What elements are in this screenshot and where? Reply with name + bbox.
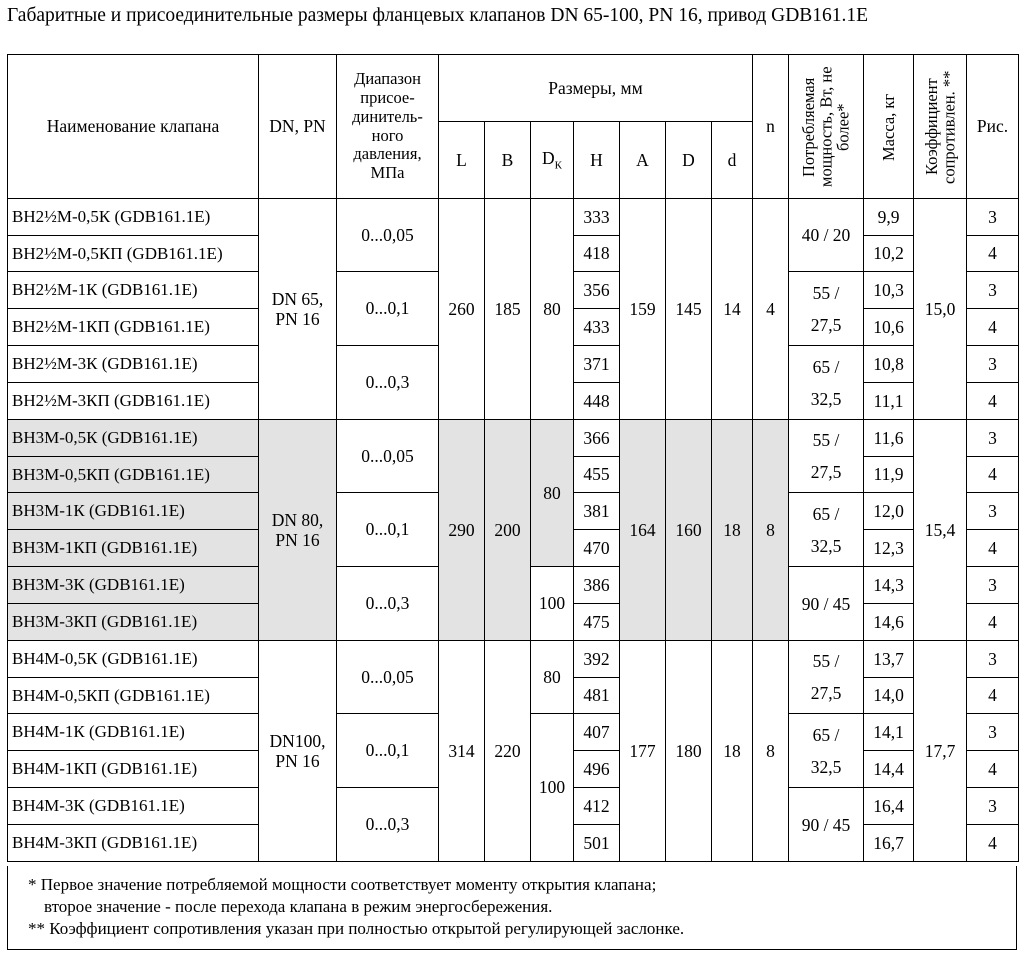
mass-value: 11,1 <box>864 383 914 420</box>
valve-name: ВН3М-3К (GDB161.1E) <box>8 567 259 604</box>
figure-number: 3 <box>967 788 1019 825</box>
size-d: 18 <box>712 641 753 862</box>
page-title: Габаритные и присоединительные размеры фланцевых клапанов DN 65-100, PN 16, привод GDB161.1E <box>7 5 869 26</box>
header-fig: Рис. <box>967 55 1019 199</box>
figure-number: 4 <box>967 678 1019 714</box>
header-range: Диапазон присое-динитель-ного давления, МПа <box>337 55 439 199</box>
table-body <box>8 199 1019 862</box>
header-power-text: Потребляемая мощность, Вт, не более* <box>799 66 853 187</box>
dn-pn: DN100, PN 16 <box>259 641 337 862</box>
size-Dk: 80 <box>531 641 574 714</box>
header-B: B <box>485 122 531 199</box>
pressure-range: 0...0,05 <box>337 420 439 493</box>
valve-name: ВН3М-1КП (GDB161.1E) <box>8 530 259 567</box>
header-D: D <box>666 122 712 199</box>
power-value: 65 / 32,5 <box>810 503 842 556</box>
power-value: 65 / 32,5 <box>810 356 842 409</box>
bolt-count-n: 4 <box>753 199 789 420</box>
size-L: 260 <box>439 199 485 420</box>
valve-name: ВН4М-0,5К (GDB161.1E) <box>8 641 259 678</box>
size-H: 475 <box>574 604 620 641</box>
header-dnpn: DN, PN <box>259 55 337 199</box>
header-A: A <box>620 122 666 199</box>
size-H: 381 <box>574 493 620 530</box>
size-H: 366 <box>574 420 620 457</box>
size-H: 333 <box>574 199 620 236</box>
table-row <box>8 420 1019 457</box>
size-Dk: 100 <box>531 567 574 641</box>
pressure-range: 0...0,05 <box>337 641 439 714</box>
pressure-range: 0...0,3 <box>337 788 439 862</box>
size-H: 386 <box>574 567 620 604</box>
power-value: 90 / 45 <box>801 593 851 614</box>
header-Dk-sub: К <box>554 159 562 172</box>
table-row <box>8 199 1019 236</box>
size-D: 180 <box>666 641 712 862</box>
size-L: 290 <box>439 420 485 641</box>
size-D: 160 <box>666 420 712 641</box>
size-d: 14 <box>712 199 753 420</box>
figure-number: 4 <box>967 236 1019 272</box>
valve-name: ВН2½М-1К (GDB161.1E) <box>8 272 259 309</box>
footnotes <box>7 866 1017 950</box>
figure-number: 3 <box>967 346 1019 383</box>
header-d: d <box>712 122 753 199</box>
power-value: 55 / 27,5 <box>810 651 842 703</box>
mass-value: 14,3 <box>864 567 914 604</box>
size-H: 496 <box>574 751 620 788</box>
valve-name: ВН2½М-1КП (GDB161.1E) <box>8 309 259 346</box>
size-H: 455 <box>574 457 620 493</box>
size-H: 356 <box>574 272 620 309</box>
figure-number: 4 <box>967 530 1019 567</box>
dn-pn: DN 80, PN 16 <box>259 420 337 641</box>
power-cell <box>789 346 864 420</box>
figure-number: 4 <box>967 309 1019 346</box>
pressure-range: 0...0,1 <box>337 272 439 346</box>
figure-number: 4 <box>967 383 1019 420</box>
dn-pn: DN 65, PN 16 <box>259 199 337 420</box>
resistance-coef: 17,7 <box>914 641 967 862</box>
mass-value: 10,3 <box>864 272 914 309</box>
size-Dk: 80 <box>531 199 574 420</box>
figure-number: 4 <box>967 825 1019 862</box>
bolt-count-n: 8 <box>753 420 789 641</box>
bolt-count-n: 8 <box>753 641 789 862</box>
header-coef <box>914 55 967 199</box>
figure-number: 3 <box>967 641 1019 678</box>
size-d: 18 <box>712 420 753 641</box>
mass-value: 11,9 <box>864 457 914 493</box>
valve-name: ВН2½М-0,5КП (GDB161.1E) <box>8 236 259 272</box>
size-H: 418 <box>574 236 620 272</box>
power-cell <box>789 788 864 862</box>
footnote-2: ** Коэффициент сопротивления указан при полностью открытой регулирующей заслонке. <box>28 919 685 938</box>
size-B: 220 <box>485 641 531 862</box>
power-value: 65 / 32,5 <box>810 724 842 777</box>
figure-number: 3 <box>967 493 1019 530</box>
size-B: 185 <box>485 199 531 420</box>
header-Dk-main: D <box>542 147 555 168</box>
figure-number: 4 <box>967 604 1019 641</box>
resistance-coef: 15,4 <box>914 420 967 641</box>
header-mass-text: Масса, кг <box>878 92 898 161</box>
mass-value: 14,4 <box>864 751 914 788</box>
mass-value: 12,0 <box>864 493 914 530</box>
valve-name: ВН4М-1К (GDB161.1E) <box>8 714 259 751</box>
power-value: 55 / 27,5 <box>810 282 842 335</box>
mass-value: 9,9 <box>864 199 914 236</box>
header-H: H <box>574 122 620 199</box>
power-value: 90 / 45 <box>801 814 851 835</box>
mass-value: 12,3 <box>864 530 914 567</box>
valve-name: ВН2½М-0,5К (GDB161.1E) <box>8 199 259 236</box>
mass-value: 10,8 <box>864 346 914 383</box>
valve-name: ВН4М-3К (GDB161.1E) <box>8 788 259 825</box>
size-A: 159 <box>620 199 666 420</box>
size-Dk: 100 <box>531 714 574 862</box>
valve-name: ВН3М-0,5КП (GDB161.1E) <box>8 457 259 493</box>
size-Dk: 80 <box>531 420 574 567</box>
valve-name: ВН4М-1КП (GDB161.1E) <box>8 751 259 788</box>
header-Dk <box>531 122 574 199</box>
size-H: 433 <box>574 309 620 346</box>
size-H: 412 <box>574 788 620 825</box>
size-H: 407 <box>574 714 620 751</box>
size-H: 371 <box>574 346 620 383</box>
header-power <box>789 55 864 199</box>
pressure-range: 0...0,1 <box>337 714 439 788</box>
mass-value: 11,6 <box>864 420 914 457</box>
power-cell <box>789 641 864 714</box>
pressure-range: 0...0,1 <box>337 493 439 567</box>
header-coef-text: Коэффициент сопротивлен. ** <box>921 69 958 184</box>
valve-name: ВН4М-3КП (GDB161.1E) <box>8 825 259 862</box>
power-cell <box>789 420 864 493</box>
mass-value: 10,6 <box>864 309 914 346</box>
header-n: n <box>753 55 789 199</box>
pressure-range: 0...0,3 <box>337 346 439 420</box>
dimensions-table <box>7 54 1019 862</box>
mass-value: 14,1 <box>864 714 914 751</box>
mass-value: 16,4 <box>864 788 914 825</box>
footnote-1: * Первое значение потребляемой мощности соответствует моменту открытия клапана; <box>28 875 657 894</box>
figure-number: 4 <box>967 751 1019 788</box>
table-row <box>8 641 1019 678</box>
mass-value: 13,7 <box>864 641 914 678</box>
size-A: 164 <box>620 420 666 641</box>
valve-name: ВН4М-0,5КП (GDB161.1E) <box>8 678 259 714</box>
power-value: 40 / 20 <box>801 225 851 245</box>
header-name: Наименование клапана <box>8 55 259 199</box>
size-B: 200 <box>485 420 531 641</box>
power-cell <box>789 567 864 641</box>
figure-number: 3 <box>967 567 1019 604</box>
pressure-range: 0...0,3 <box>337 567 439 641</box>
power-cell <box>789 714 864 788</box>
figure-number: 3 <box>967 420 1019 457</box>
valve-name: ВН2½М-3КП (GDB161.1E) <box>8 383 259 420</box>
size-H: 470 <box>574 530 620 567</box>
figure-number: 3 <box>967 714 1019 751</box>
size-H: 448 <box>574 383 620 420</box>
figure-number: 3 <box>967 272 1019 309</box>
power-cell <box>789 272 864 346</box>
mass-value: 14,0 <box>864 678 914 714</box>
pressure-range: 0...0,05 <box>337 199 439 272</box>
power-cell <box>789 199 864 272</box>
header-L: L <box>439 122 485 199</box>
size-H: 392 <box>574 641 620 678</box>
header-mass <box>864 55 914 199</box>
power-cell <box>789 493 864 567</box>
header-sizes: Размеры, мм <box>439 55 753 122</box>
size-L: 314 <box>439 641 485 862</box>
mass-value: 10,2 <box>864 236 914 272</box>
valve-name: ВН3М-0,5К (GDB161.1E) <box>8 420 259 457</box>
power-value: 55 / 27,5 <box>810 430 842 482</box>
valve-name: ВН3М-3КП (GDB161.1E) <box>8 604 259 641</box>
size-A: 177 <box>620 641 666 862</box>
size-D: 145 <box>666 199 712 420</box>
figure-number: 3 <box>967 199 1019 236</box>
size-H: 481 <box>574 678 620 714</box>
size-H: 501 <box>574 825 620 862</box>
valve-name: ВН2½М-3К (GDB161.1E) <box>8 346 259 383</box>
figure-number: 4 <box>967 457 1019 493</box>
mass-value: 16,7 <box>864 825 914 862</box>
valve-name: ВН3М-1К (GDB161.1E) <box>8 493 259 530</box>
footnote-1-cont: второе значение - после перехода клапана в режим энергосбережения. <box>44 897 553 916</box>
mass-value: 14,6 <box>864 604 914 641</box>
resistance-coef: 15,0 <box>914 199 967 420</box>
